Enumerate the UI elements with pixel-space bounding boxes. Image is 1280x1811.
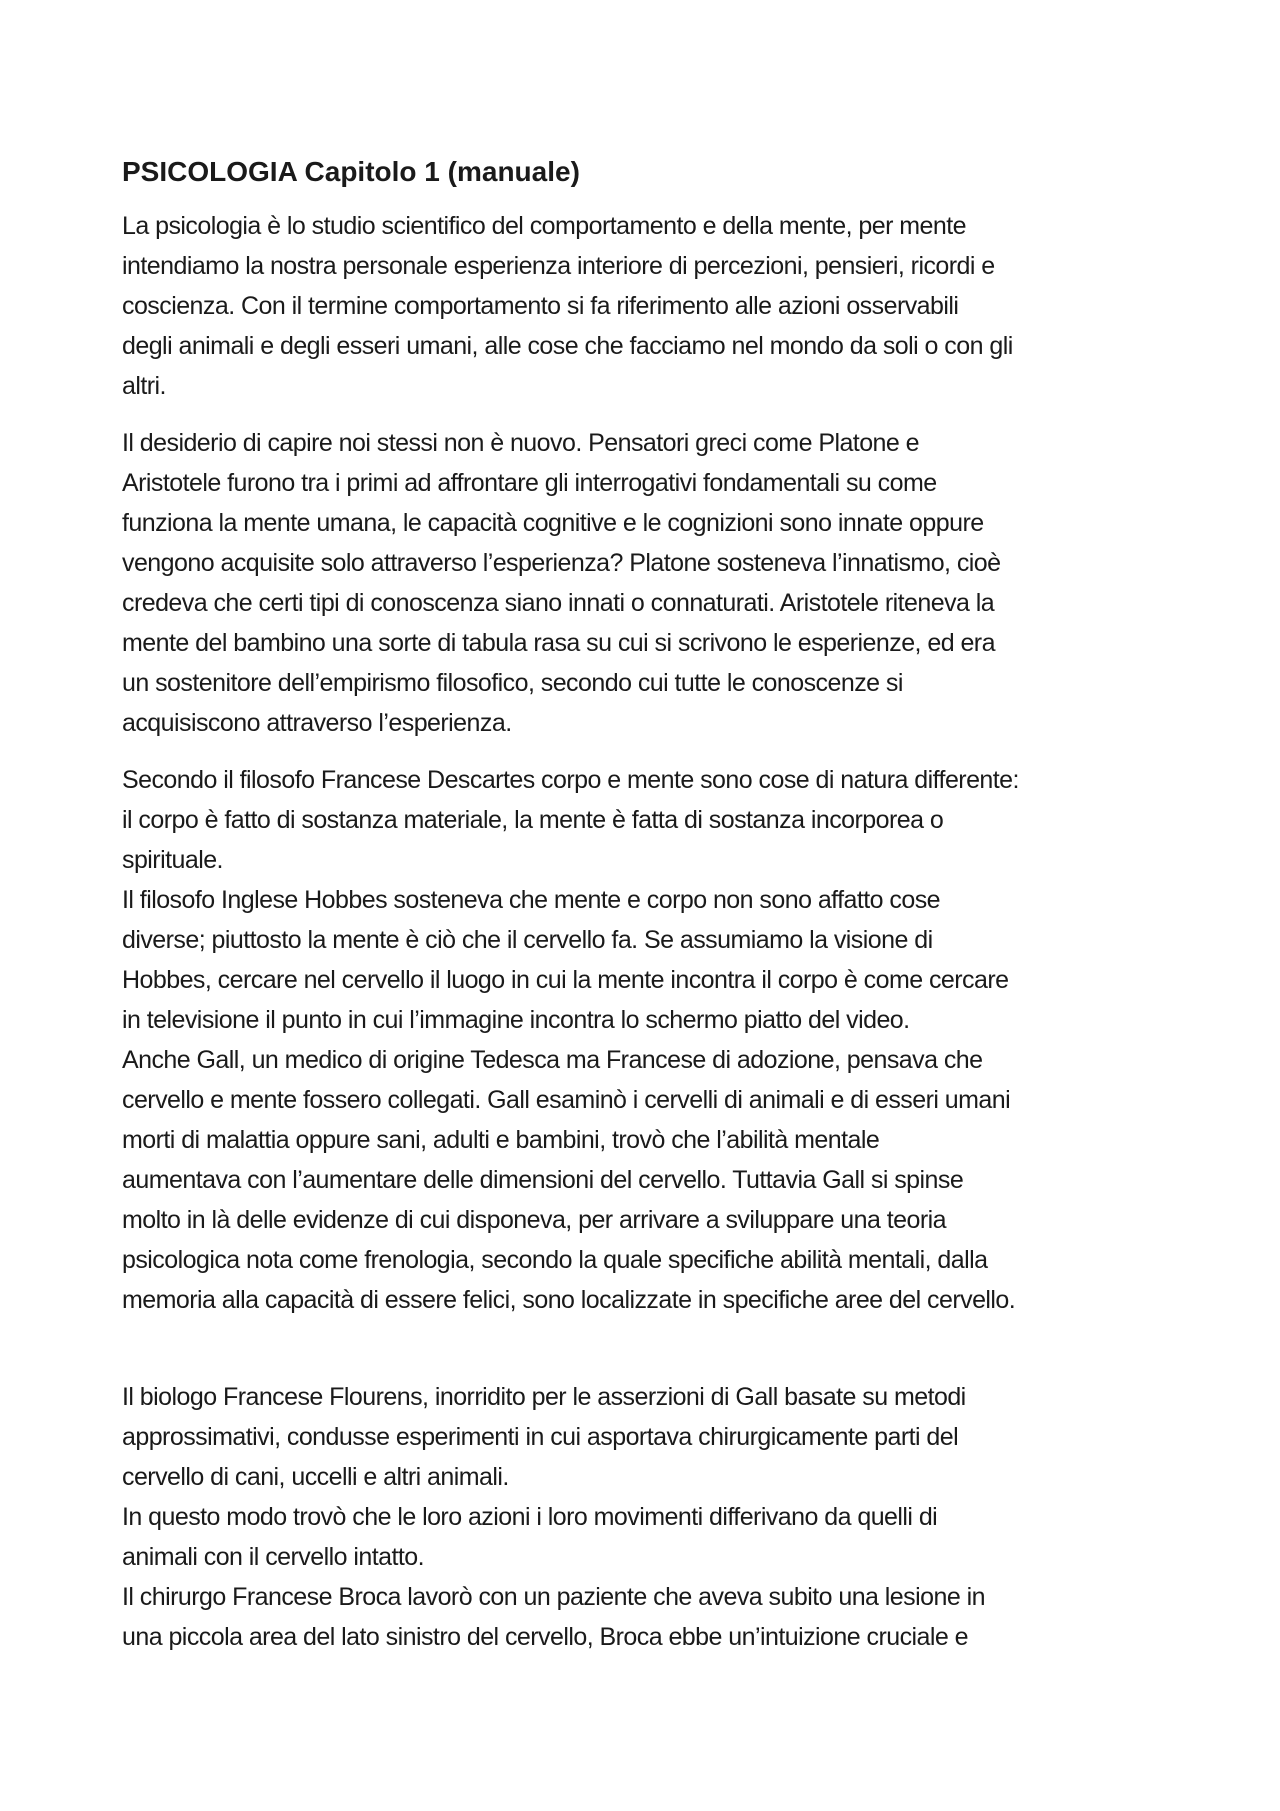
text-line: Secondo il filosofo Francese Descartes corpo e mente sono cose di natura differente: <box>122 766 1019 794</box>
paragraph-flourens-broca <box>122 1377 1172 1657</box>
paragraph-definition <box>122 206 1172 406</box>
text-line: molto in là delle evidenze di cui disponeva, per arrivare a sviluppare una teoria <box>122 1206 947 1234</box>
document-body <box>122 152 1172 1674</box>
text-line: vengono acquisite solo attraverso l’esperienza? Platone sosteneva l’innatismo, cioè <box>122 549 1001 577</box>
document-title: PSICOLOGIA Capitolo 1 (manuale) <box>122 156 580 187</box>
text-line: La psicologia è lo studio scientifico del comportamento e della mente, per mente <box>122 212 967 240</box>
text-line: aumentava con l’aumentare delle dimensioni del cervello. Tuttavia Gall si spinse <box>122 1166 964 1194</box>
text-line: in televisione il punto in cui l’immagine incontra lo schermo piatto del video. <box>122 1006 910 1034</box>
text-line: Aristotele furono tra i primi ad affrontare gli interrogativi fondamentali su come <box>122 469 937 497</box>
empty-line <box>122 1337 1172 1377</box>
text-line: funziona la mente umana, le capacità cognitive e le cognizioni sono innate oppure <box>122 509 984 537</box>
text-line: coscienza. Con il termine comportamento si fa riferimento alle azioni osservabili <box>122 292 959 320</box>
text-line: credeva che certi tipi di conoscenza siano innati o connaturati. Aristotele riteneva la <box>122 589 995 617</box>
text-line: In questo modo trovò che le loro azioni i loro movimenti differivano da quelli di <box>122 1503 938 1531</box>
text-line: spirituale. <box>122 846 223 874</box>
paragraph-greek-philosophers <box>122 423 1172 743</box>
text-line: cervello e mente fossero collegati. Gall esaminò i cervelli di animali e di esseri umani <box>122 1086 1011 1114</box>
text-line: altri. <box>122 372 166 400</box>
text-line: cervello di cani, uccelli e altri animali. <box>122 1463 509 1491</box>
text-line: diverse; piuttosto la mente è ciò che il cervello fa. Se assumiamo la visione di <box>122 926 933 954</box>
text-line: Il chirurgo Francese Broca lavorò con un paziente che aveva subito una lesione in <box>122 1583 985 1611</box>
text-line: mente del bambino una sorte di tabula rasa su cui si scrivono le esperienze, ed era <box>122 629 995 657</box>
text-line: approssimativi, condusse esperimenti in cui asportava chirurgicamente parti del <box>122 1423 959 1451</box>
text-line: Il desiderio di capire noi stessi non è nuovo. Pensatori greci come Platone e <box>122 429 920 457</box>
text-line: un sostenitore dell’empirismo filosofico, secondo cui tutte le conoscenze si <box>122 669 903 697</box>
text-line: animali con il cervello intatto. <box>122 1543 424 1571</box>
text-line: Anche Gall, un medico di origine Tedesca ma Francese di adozione, pensava che <box>122 1046 983 1074</box>
text-line: il corpo è fatto di sostanza materiale, la mente è fatta di sostanza incorporea o <box>122 806 944 834</box>
text-line: acquisiscono attraverso l’esperienza. <box>122 709 512 737</box>
text-line: Hobbes, cercare nel cervello il luogo in cui la mente incontra il corpo è come cercare <box>122 966 1009 994</box>
text-line: Il biologo Francese Flourens, inorridito per le asserzioni di Gall basate su metodi <box>122 1383 966 1411</box>
text-line: psicologica nota come frenologia, secondo la quale specifiche abilità mentali, dalla <box>122 1246 988 1274</box>
text-line: Il filosofo Inglese Hobbes sosteneva che mente e corpo non sono affatto cose <box>122 886 941 914</box>
text-line: morti di malattia oppure sani, adulti e bambini, trovò che l’abilità mentale <box>122 1126 880 1154</box>
text-line: memoria alla capacità di essere felici, sono localizzate in specifiche aree del cervello. <box>122 1286 1016 1314</box>
text-line: una piccola area del lato sinistro del cervello, Broca ebbe un’intuizione cruciale e <box>122 1623 968 1651</box>
text-line: intendiamo la nostra personale esperienza interiore di percezioni, pensieri, ricordi e <box>122 252 995 280</box>
text-line: degli animali e degli esseri umani, alle cose che facciamo nel mondo da soli o con gli <box>122 332 1013 360</box>
paragraph-descartes-hobbes-gall <box>122 760 1172 1320</box>
